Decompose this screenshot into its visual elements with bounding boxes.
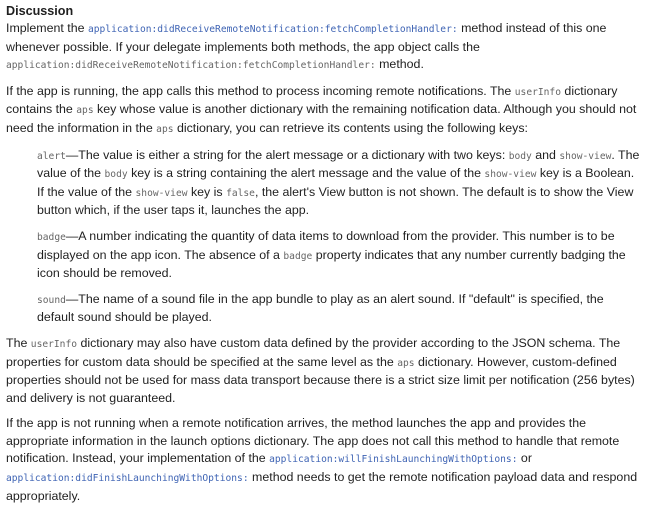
userinfo-code: userInfo — [30, 338, 78, 350]
did-receive-remote-notification-fetch-code: application:didReceiveRemoteNotification:fetchCompletionHandler: — [6, 60, 376, 72]
running-paragraph — [6, 83, 644, 139]
badge-text-1: —A number indicating the quantity of data items to download from the provider. This number is to be displayed on the app icon. The absence of a — [37, 228, 615, 262]
notrunning-text-1: If the app is not running when a remote notification arrives, the method launches the app and provides the appropriate information in the launch options dictionary. The app does not call this method to handle that remote notification. Instead, your implementation of the — [6, 416, 620, 466]
userinfo-text-2: dictionary may also have custom data defined by the provider according to the JSON schema. The properties for custom data should be specified at the same level as the — [6, 335, 621, 369]
userinfo-text-3: dictionary. However, custom-defined properties should not be used for mass data transport because there is a strict size limit per notification (256 bytes) and delivery is not guaranteed. — [6, 354, 635, 405]
badge-code: badge — [283, 250, 313, 262]
alert-text-1: —The value is either a string for the alert message or a dictionary with two keys: — [65, 147, 509, 162]
notrunning-text-2: or — [517, 451, 532, 466]
did-receive-remote-notification-fetch-link[interactable]: application:didReceiveRemoteNotification:fetchCompletionHandler: — [87, 24, 458, 35]
alert-text-4: key is a string containing the alert message and the value of the — [127, 166, 485, 181]
badge-key-definition — [37, 228, 644, 283]
alert-text-2: and — [531, 147, 560, 162]
false-code: false — [226, 187, 255, 199]
notrunning-text-3: method needs to get the remote notification payload data and respond appropriately. — [6, 470, 638, 503]
alert-key-definition — [37, 147, 644, 220]
body-code: body — [508, 150, 532, 162]
sound-text-1: —The name of a sound file in the app bundle to play as an alert sound. If "default" is specified, the default sound should be played. — [37, 291, 604, 325]
aps-code: aps — [76, 105, 94, 117]
sound-key-term: sound — [37, 294, 66, 306]
alert-key-term: alert — [37, 150, 66, 162]
did-finish-launching-link[interactable]: application:didFinishLaunchingWithOptions: — [6, 473, 249, 485]
running-text-2: dictionary contains the — [6, 83, 618, 117]
alert-text-3: . The value of the — [37, 147, 640, 181]
running-text-1: If the app is running, the app calls this method to process incoming remote notifications. The — [6, 83, 515, 98]
alert-text-6: key is — [187, 184, 227, 199]
not-running-paragraph — [6, 415, 644, 505]
userinfo-code: userInfo — [514, 86, 561, 98]
badge-text-2: property indicates that any number currently badging the icon should be removed. — [37, 247, 626, 281]
userinfo-text-1: The — [6, 335, 31, 350]
running-text-3: key whose value is another dictionary with the remaining notification data. Although you should not need the information in the — [6, 102, 637, 135]
body-code: body — [104, 169, 128, 181]
show-view-code: show-view — [135, 187, 188, 199]
alert-text-5: key is a Boolean. If the value of the — [37, 166, 635, 199]
intro-text-1: Implement the — [6, 21, 88, 35]
show-view-code: show-view — [559, 150, 612, 162]
sound-key-definition — [37, 291, 644, 327]
will-finish-launching-link[interactable]: application:willFinishLaunchingWithOptions: — [269, 454, 518, 466]
intro-text-2: method instead of this one whenever possible. If your delegate implements both methods, the app object calls the — [6, 21, 607, 54]
running-text-4: dictionary, you can retrieve its contents using the following keys: — [173, 120, 528, 135]
aps-code: aps — [156, 123, 174, 135]
section-heading: Discussion — [6, 4, 74, 18]
intro-text-3: method. — [375, 57, 424, 72]
aps-code: aps — [397, 357, 415, 369]
userinfo-paragraph — [6, 335, 644, 407]
show-view-code: show-view — [484, 169, 537, 181]
alert-text-7: , the alert's View button is not shown. The default is to show the View button which, if the user taps it, launches the app. — [37, 184, 634, 218]
intro-paragraph — [6, 20, 644, 75]
badge-key-term: badge — [37, 231, 66, 243]
